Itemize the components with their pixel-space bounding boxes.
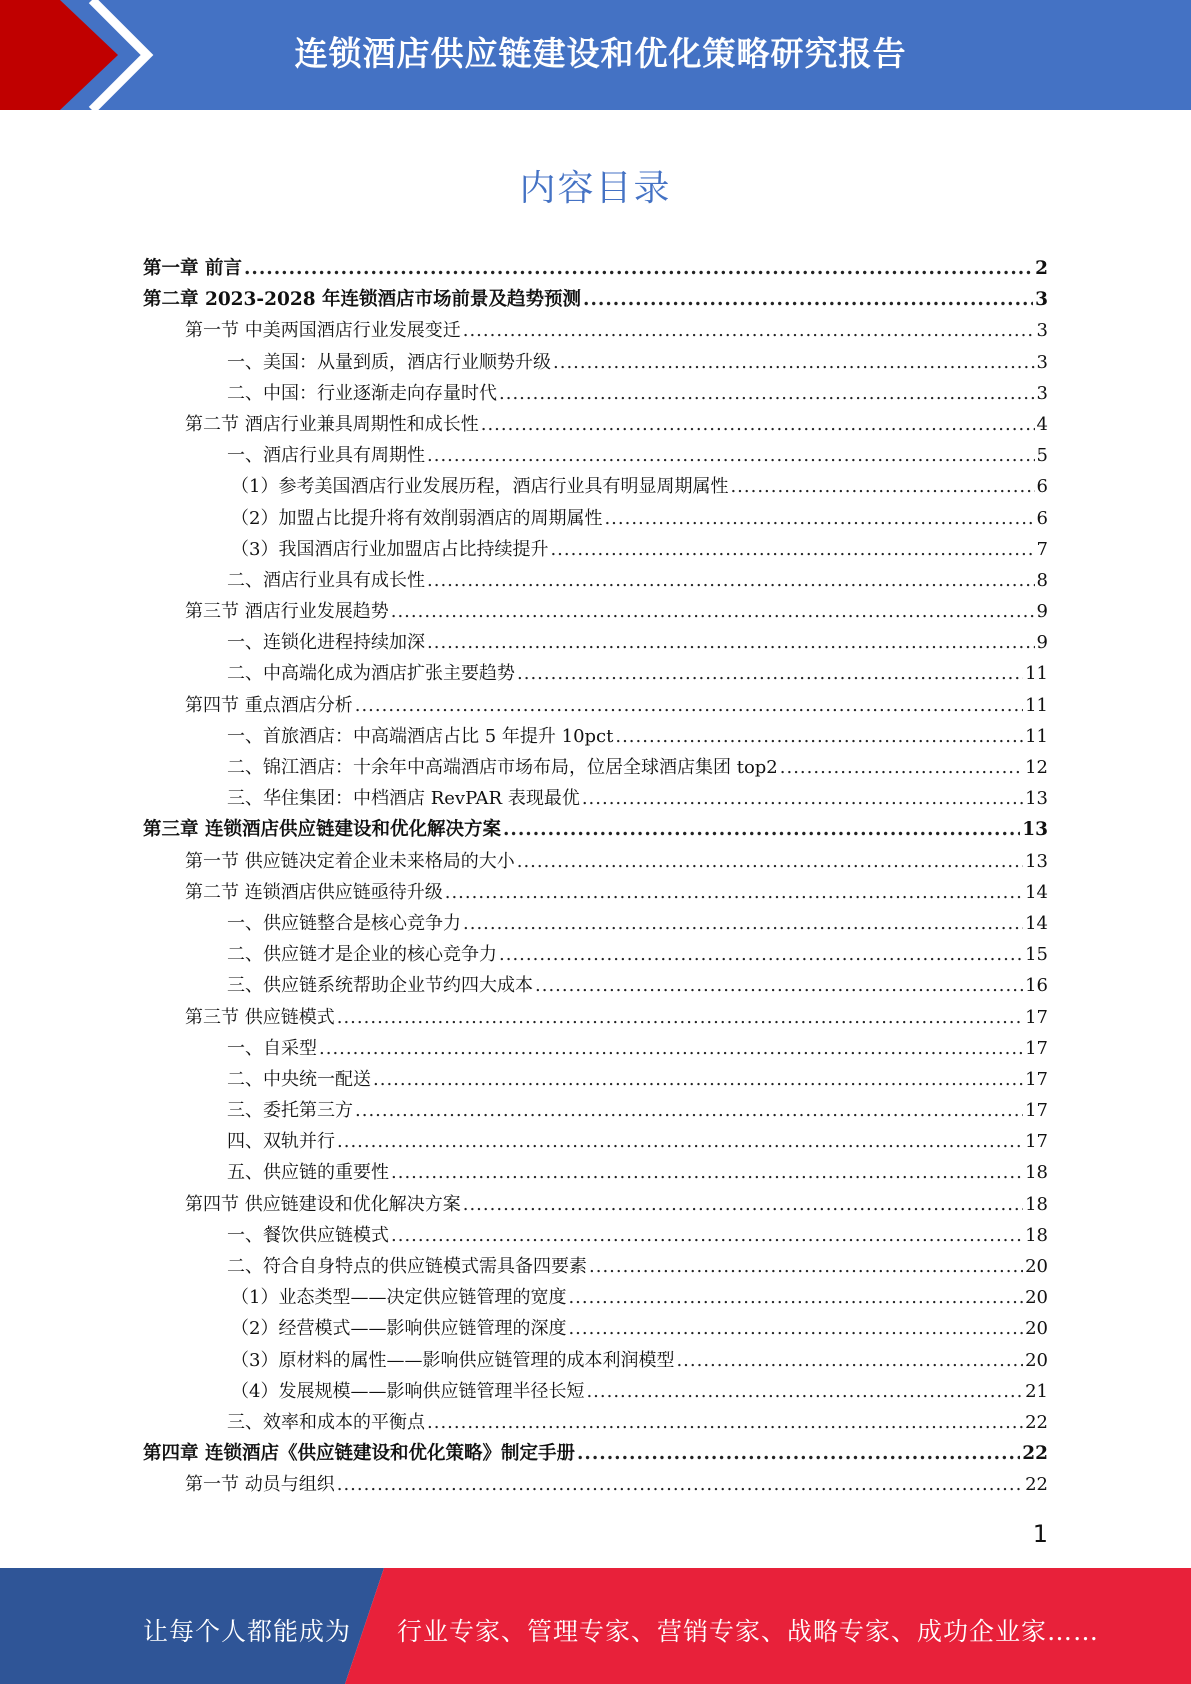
toc-entry-page: 3: [1036, 320, 1048, 342]
toc-entry-label: 第四章 连锁酒店《供应链建设和优化策略》制定手册: [143, 1443, 575, 1465]
toc-dot-leader: [391, 1162, 1023, 1183]
toc-entry-label: 二、酒店行业具有成长性: [227, 569, 425, 591]
toc-dot-leader: [780, 757, 1023, 778]
toc-dot-leader: [535, 975, 1023, 996]
toc-entry-label: 五、供应链的重要性: [227, 1162, 389, 1184]
toc-entry-page: 4: [1036, 413, 1048, 435]
toc-entry[interactable]: [143, 566, 1048, 597]
toc-entry-page: 20: [1025, 1256, 1048, 1277]
toc-entry-label: 第一节 供应链决定着企业未来格局的大小: [185, 850, 515, 872]
toc-entry-label: 第二节 酒店行业兼具周期性和成长性: [185, 413, 479, 435]
report-title: 连锁酒店供应链建设和优化策略研究报告: [294, 34, 907, 73]
toc-entry[interactable]: [143, 1127, 1048, 1158]
toc-entry[interactable]: [143, 1346, 1048, 1377]
footer-slogan-right: 行业专家、管理专家、营销专家、战略专家、成功企业家……: [397, 1617, 1100, 1646]
toc-entry[interactable]: [143, 410, 1048, 441]
toc-entry-label: （1）参考美国酒店行业发展历程，酒店行业具有明显周期属性: [231, 476, 729, 498]
toc-entry-label: （2）加盟占比提升将有效削弱酒店的周期属性: [231, 507, 603, 529]
toc-entry-label: 一、酒店行业具有周期性: [227, 445, 425, 467]
toc-entry-page: 15: [1025, 944, 1048, 966]
toc-entry-label: 三、效率和成本的平衡点: [227, 1411, 425, 1433]
header-banner: [0, 0, 1191, 110]
toc-entry-page: 16: [1025, 975, 1048, 997]
toc-entry-label: （3）原材料的属性——影响供应链管理的成本利润模型: [231, 1349, 675, 1371]
toc-dot-leader: [481, 414, 1035, 435]
toc-entry[interactable]: [143, 535, 1048, 566]
toc-entry-label: 第三章 连锁酒店供应链建设和优化解决方案: [143, 819, 501, 841]
toc-dot-leader: [582, 788, 1023, 809]
toc-entry-label: 三、委托第三方: [227, 1100, 353, 1122]
toc-entry-page: 18: [1025, 1224, 1048, 1246]
toc-entry-label: 一、供应链整合是核心竞争力: [227, 912, 461, 934]
toc-entry-page: 9: [1036, 632, 1048, 654]
toc-entry[interactable]: [143, 784, 1048, 815]
toc-dot-leader: [730, 476, 1034, 497]
toc-entry-page: 12: [1025, 757, 1048, 778]
toc-dot-leader: [499, 944, 1023, 965]
toc-entry-label: （2）经营模式——影响供应链管理的深度: [231, 1318, 567, 1340]
toc-entry-label: 第二章 2023-2028 年连锁酒店市场前景及趋势预测: [143, 289, 582, 311]
toc-entry-label: 一、自采型: [227, 1037, 317, 1059]
toc-dot-leader: [391, 601, 1035, 622]
toc-title: 内容目录: [519, 168, 672, 209]
toc-entry-label: 二、锦江酒店：十余年中高端酒店市场布局，位居全球酒店集团 top2: [227, 757, 778, 778]
toc-entry[interactable]: [143, 316, 1048, 347]
toc-entry-page: 13: [1025, 788, 1048, 810]
toc-entry[interactable]: [143, 971, 1048, 1002]
toc-entry-label: 一、连锁化进程持续加深: [227, 632, 425, 654]
toc-entry-page: 21: [1025, 1380, 1048, 1402]
toc-entry-page: 6: [1036, 476, 1048, 498]
toc-entry-label: 三、供应链系统帮助企业节约四大成本: [227, 975, 533, 997]
toc-entry[interactable]: [143, 1283, 1048, 1314]
toc-dot-leader: [604, 508, 1034, 529]
toc-entry-page: 20: [1025, 1349, 1048, 1371]
toc-entry[interactable]: [143, 1470, 1048, 1501]
toc-entry[interactable]: [143, 1377, 1048, 1408]
toc-entry-label: 第三节 供应链模式: [185, 1006, 335, 1028]
toc-dot-leader: [553, 352, 1035, 373]
toc-entry-label: 第三节 酒店行业发展趋势: [185, 601, 389, 623]
toc-entry-page: 9: [1036, 601, 1048, 623]
toc-entry[interactable]: [143, 1065, 1048, 1096]
toc-dot-leader: [586, 1381, 1023, 1402]
toc-entry[interactable]: [143, 940, 1048, 971]
toc-dot-leader: [568, 1287, 1023, 1308]
toc-entry-label: 第四节 供应链建设和优化解决方案: [185, 1193, 461, 1215]
toc-dot-leader: [577, 1443, 1020, 1464]
toc-entry-page: 17: [1025, 1100, 1048, 1122]
toc-dot-leader: [337, 1131, 1023, 1152]
toc-entry[interactable]: [143, 878, 1048, 909]
toc-entry[interactable]: [143, 659, 1048, 690]
toc-entry-page: 20: [1025, 1318, 1048, 1340]
toc-entry[interactable]: [143, 472, 1048, 503]
toc-entry-label: （4）发展规模——影响供应链管理半径长短: [231, 1380, 585, 1402]
toc-entry-page: 13: [1025, 850, 1048, 872]
toc-dot-leader: [463, 320, 1035, 341]
toc-entry[interactable]: [143, 379, 1048, 410]
toc-dot-leader: [319, 1038, 1023, 1059]
toc-entry[interactable]: [143, 1096, 1048, 1127]
toc-dot-leader: [589, 1256, 1023, 1277]
toc-dot-leader: [337, 1007, 1023, 1028]
toc-entry-page: 11: [1025, 725, 1048, 747]
toc-entry-label: 二、中国：行业逐渐走向存量时代: [227, 382, 497, 404]
toc-entry-page: 7: [1036, 538, 1048, 560]
toc-dot-leader: [463, 913, 1023, 934]
toc-entry-label: 第一章 前言: [143, 258, 242, 279]
toc-dot-leader: [676, 1350, 1023, 1371]
toc-entry-page: 2: [1035, 258, 1048, 279]
toc-entry-page: 14: [1025, 881, 1048, 903]
toc-dot-leader: [463, 1194, 1023, 1215]
toc-entry[interactable]: [143, 909, 1048, 940]
toc-entry[interactable]: [143, 597, 1048, 628]
toc-entry-page: 18: [1025, 1193, 1048, 1215]
toc-dot-leader: [550, 539, 1034, 560]
toc-dot-leader: [499, 383, 1035, 404]
toc-entry-label: 一、餐饮供应链模式: [227, 1224, 389, 1246]
toc-entry-label: （1）业态类型——决定供应链管理的宽度: [231, 1287, 567, 1309]
toc-entry-label: 二、中央统一配送: [227, 1068, 371, 1090]
toc-entry[interactable]: [143, 753, 1048, 784]
toc-entry-page: 22: [1025, 1411, 1048, 1433]
toc-entry-label: 二、中高端化成为酒店扩张主要趋势: [227, 663, 515, 685]
toc-entry-page: 17: [1025, 1006, 1048, 1028]
toc-entry-label: （3）我国酒店行业加盟店占比持续提升: [231, 538, 549, 560]
toc-entry-page: 13: [1022, 819, 1048, 841]
toc-entry[interactable]: [143, 1158, 1048, 1189]
toc-dot-leader: [583, 289, 1033, 310]
footer-slogan-left: 让每个人都能成为: [143, 1617, 352, 1646]
toc-entry-label: 第一节 中美两国酒店行业发展变迁: [185, 320, 461, 342]
toc-dot-leader: [517, 663, 1023, 684]
toc-dot-leader: [355, 1100, 1023, 1121]
toc-dot-leader: [373, 1069, 1023, 1090]
toc-entry-page: 11: [1025, 663, 1048, 685]
toc-entry-page: 6: [1036, 507, 1048, 529]
toc-dot-leader: [503, 819, 1020, 840]
table-of-contents: [143, 254, 1048, 1502]
toc-dot-leader: [427, 632, 1035, 653]
toc-entry-page: 20: [1025, 1287, 1048, 1309]
toc-entry[interactable]: [143, 348, 1048, 379]
toc-entry[interactable]: [143, 1252, 1048, 1283]
toc-entry-label: 一、美国：从量到质，酒店行业顺势升级: [227, 351, 551, 373]
toc-entry[interactable]: [143, 1408, 1048, 1439]
toc-entry-page: 3: [1035, 289, 1048, 311]
toc-dot-leader: [517, 851, 1023, 872]
toc-entry-page: 14: [1025, 912, 1048, 934]
toc-dot-leader: [355, 695, 1023, 716]
toc-entry[interactable]: [143, 1221, 1048, 1252]
toc-entry-label: 二、供应链才是企业的核心竞争力: [227, 944, 497, 966]
toc-entry-page: 18: [1025, 1162, 1048, 1184]
toc-entry[interactable]: [143, 441, 1048, 472]
toc-entry[interactable]: [143, 1003, 1048, 1034]
toc-entry[interactable]: [143, 1439, 1048, 1470]
toc-dot-leader: [568, 1318, 1023, 1339]
toc-dot-leader: [427, 1412, 1023, 1433]
toc-entry-label: 第四节 重点酒店分析: [185, 694, 353, 716]
toc-entry[interactable]: [143, 722, 1048, 753]
toc-entry-page: 17: [1025, 1068, 1048, 1090]
toc-entry-page: 22: [1022, 1443, 1048, 1465]
toc-entry-page: 17: [1025, 1037, 1048, 1059]
toc-entry[interactable]: [143, 847, 1048, 878]
toc-entry[interactable]: [143, 254, 1048, 285]
toc-dot-leader: [337, 1474, 1023, 1495]
toc-entry-label: 三、华住集团：中档酒店 RevPAR 表现最优: [227, 788, 580, 810]
toc-entry-label: 四、双轨并行: [227, 1131, 335, 1153]
toc-dot-leader: [391, 1225, 1023, 1246]
toc-entry-page: 5: [1036, 445, 1048, 467]
page-number: 1: [1032, 1520, 1048, 1548]
toc-entry[interactable]: [143, 504, 1048, 535]
toc-entry[interactable]: [143, 1314, 1048, 1345]
toc-entry[interactable]: [143, 815, 1048, 846]
toc-entry-label: 第二节 连锁酒店供应链亟待升级: [185, 881, 443, 903]
toc-dot-leader: [427, 570, 1035, 591]
toc-dot-leader: [445, 882, 1023, 903]
toc-entry-page: 3: [1036, 351, 1048, 373]
toc-dot-leader: [427, 445, 1035, 466]
toc-entry-label: 二、符合自身特点的供应链模式需具备四要素: [227, 1256, 587, 1277]
toc-entry[interactable]: [143, 285, 1048, 316]
toc-entry-label: 第一节 动员与组织: [185, 1474, 335, 1496]
toc-entry-page: 3: [1036, 382, 1048, 404]
toc-entry-page: 11: [1025, 694, 1048, 716]
toc-entry-page: 8: [1036, 569, 1048, 591]
toc-entry[interactable]: [143, 628, 1048, 659]
toc-entry-label: 一、首旅酒店：中高端酒店占比 5 年提升 10pct: [227, 725, 614, 747]
toc-entry-page: 17: [1025, 1131, 1048, 1153]
toc-dot-leader: [615, 726, 1023, 747]
toc-entry[interactable]: [143, 1190, 1048, 1221]
toc-entry-page: 22: [1025, 1474, 1048, 1496]
toc-dot-leader: [244, 258, 1033, 279]
toc-entry[interactable]: [143, 1034, 1048, 1065]
toc-entry[interactable]: [143, 691, 1048, 722]
